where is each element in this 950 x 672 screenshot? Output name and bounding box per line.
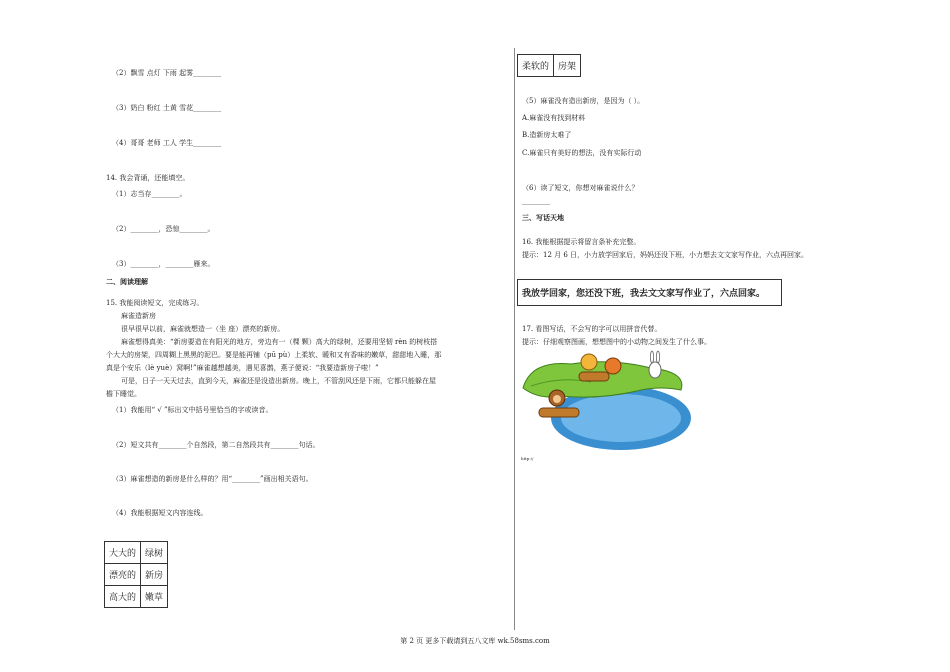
q15-item-2: （2）短文共有________个自然段，第二自然段共有________句话。 [112,441,320,449]
table-cell: 高大的 [105,586,141,608]
passage-para-2-line-2: 个大大的房架，四周糊上黑黑的泥巴。要是能再铺（pū pù）上柔软、暖和又有香味的嫩草，甜甜地入睡，那 [106,351,442,359]
page-footer: 第 2 页 更多下载请到五八文库 wk.58sms.com [400,637,550,645]
animals-river-illustration [521,346,691,454]
passage-para-2-line-3: 真是个安乐（lè yuè）窝啊!”麻雀越想越美，遇见喜鹊，燕子便说：“我要造新房子啦！” [106,364,379,372]
q15-item-3: （3）麻雀想造的新房是什么样的？用“________”画出相关语句。 [112,475,313,483]
q16-title: 16. 我能根据提示将留言条补充完整。 [522,238,641,246]
q16-hint: 提示：12 月 6 日，小力放学回家后，妈妈还没下班，小力想去文文家写作业，六点再回家。 [522,251,809,259]
option-a: A.麻雀没有找到材料 [522,114,586,122]
table-row [105,542,168,564]
bear-icon [581,354,597,370]
fox-icon [605,358,621,374]
q15-title: 15. 我能阅读短文，完成练习。 [106,299,204,307]
passage-title: 麻雀造新房 [121,312,156,320]
table-row [105,586,168,608]
table-cell: 房架 [554,55,581,77]
q14-item-3: （3）________，________雁来。 [112,260,215,268]
rabbit-icon [649,362,661,378]
table-cell: 新房 [141,564,168,586]
image-caption: http:// [521,456,534,461]
table-cell: 嫩草 [141,586,168,608]
q17-hint: 提示：仔细观察图画，想想图中的小动物之间发生了什么事。 [522,338,711,346]
table-cell: 绿树 [141,542,168,564]
matching-table-continued [517,54,581,77]
q15-item-1: （1）我能用“ √ ”标出文中括号里恰当的字或读音。 [112,406,273,414]
section-reading: 二、阅读理解 [106,278,148,286]
option-c: C.麻雀只有美好的想法，没有实际行动 [522,149,642,157]
q14-item-1: （1）志当存________。 [112,190,187,198]
option-b: B.造新房太难了 [522,131,572,139]
log [579,372,609,381]
answer-blank: ________ [522,197,550,205]
q13-item-2: （2）飘雪 点灯 下雨 起雾________ [112,69,222,77]
message-note-box: 我放学回家，您还没下班，我去文文家写作业了，六点回家。 [517,279,782,306]
q15-item-5: （5）麻雀没有造出新房，是因为（ ）。 [522,97,645,105]
passage-para-1: 很早很早以前，麻雀就想造一（坐 座）漂亮的新房。 [121,325,285,333]
q15-item-6: （6）读了短文，你想对麻雀说什么？ [522,184,639,192]
table-cell: 漂亮的 [105,564,141,586]
passage-para-3-line-1: 可是，日子一天天过去，直到今天，麻雀还是没造出新房。晚上，不管刮风还是下雨，它都只能躲在屋 [121,377,436,385]
matching-table [104,541,168,608]
floating-log [539,408,579,417]
q14-title: 14. 我会背诵，还能填空。 [106,174,190,182]
q13-item-4: （4）哥哥 老师 工人 学生________ [112,139,222,147]
q14-item-2: （2）________，恐惊________。 [112,225,215,233]
column-divider [514,48,515,630]
table-cell: 大大的 [105,542,141,564]
passage-para-3-line-2: 檐下睡觉。 [106,390,141,398]
section-writing: 三、写话天地 [522,214,564,222]
q13-item-3: （3）奶白 粉红 土黄 雪花________ [112,104,222,112]
table-row [518,55,581,77]
passage-para-2-line-1: 麻雀想得真美：“新房要造在有阳光的地方，旁边有一（棵 颗）高大的绿树，还要用坚韧 rèn 的树枝搭 [121,338,438,346]
table-row [105,564,168,586]
table-cell: 柔软的 [518,55,554,77]
q15-item-4: （4）我能根据短文内容连线。 [112,509,208,517]
q17-title: 17. 看图写话，不会写的字可以用拼音代替。 [522,325,662,333]
